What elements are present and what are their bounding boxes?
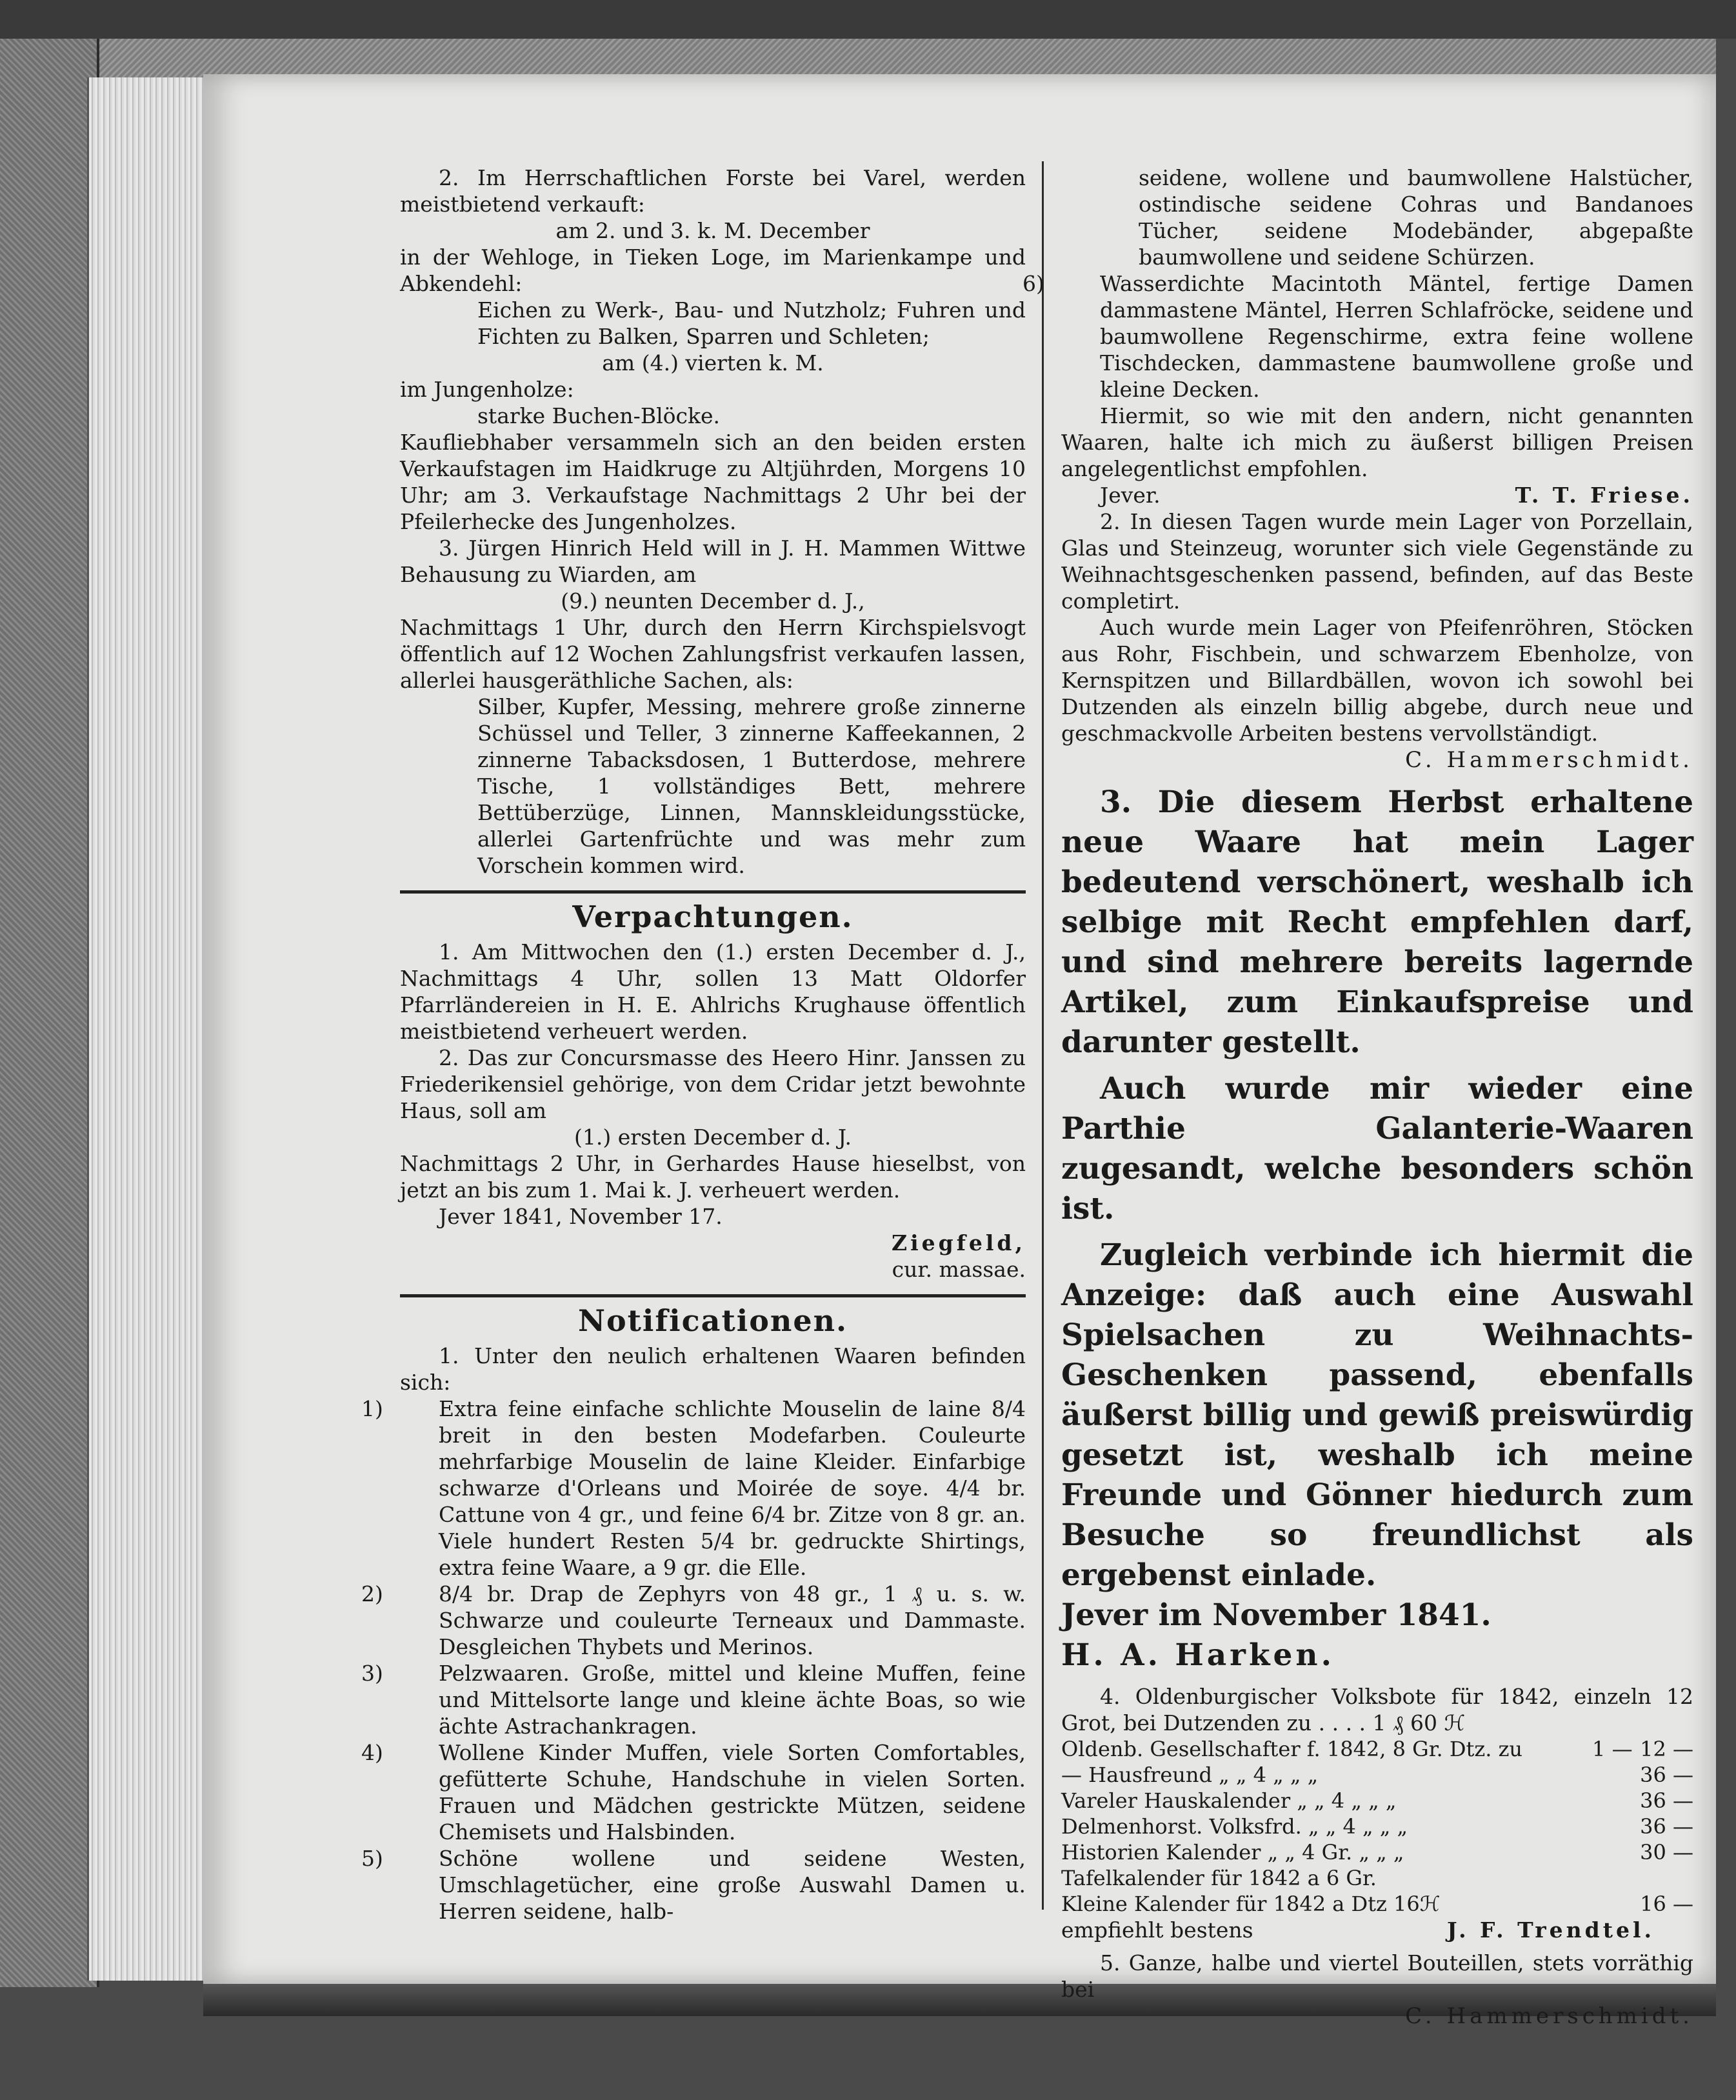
table-cell-price: 36 — <box>1640 1788 1693 1813</box>
volksbote-notice: 4. Oldenburgischer Volksbote für 1842, einzeln 12 Grot, bei Dutzenden zu . . . . 1 ₰ 60 ℋ <box>1061 1684 1693 1735</box>
empfiehlt-text: empfiehlt bestens <box>1061 1917 1253 1943</box>
item-text: Schöne wollene und seidene Westen, Umschlagetücher, eine große Auswahl Damen u. Herren seidene, halb- <box>439 1846 1026 1924</box>
harken-notice-2: Auch wurde mir wieder eine Parthie Galanterie-Waaren zugesandt, welche besonders schön ist. <box>1061 1071 1693 1226</box>
forst-intro: 2. Im Herrschaftlichen Forste bei Varel, werden meistbietend verkauft: <box>400 165 1026 217</box>
bouteillen-notice: 5. Ganze, halbe und viertel Bouteillen, stets vorräthig bei <box>1061 1950 1693 2002</box>
item-text: 8/4 br. Drap de Zephyrs von 48 gr., 1 ₰ u. s. w. Schwarze und couleurte Terneaux und Dammaste. Desgleichen Thybets und Merinos. <box>439 1581 1026 1659</box>
notification-item-5-continued: seidene, wollene und baumwollene Halstücher, ostindische seidene Cohras und Bandanoes Tücher, seidene Modebänder, abgepaßte baumwollene und seidene Schürzen. <box>1139 165 1693 270</box>
hammerschmidt-signature: C. Hammerschmidt. <box>1405 747 1693 773</box>
verpachtungen-signature-title: cur. massae. <box>892 1257 1026 1282</box>
forst-wood1: Eichen zu Werk-, Bau- und Nutzholz; Fuhren und Fichten zu Balken, Sparren und Schleten; <box>477 297 1026 349</box>
held-intro: 3. Jürgen Hinrich Held will in J. H. Mammen Wittwe Behausung zu Wiarden, am <box>400 535 1026 587</box>
item-number: 1) <box>361 1396 383 1421</box>
trendtel-signature-line <box>1061 1917 1693 1943</box>
item-number: 5) <box>361 1846 383 1871</box>
table-row <box>1061 1891 1693 1917</box>
table-row <box>1061 1839 1693 1865</box>
table-cell-price <box>1586 1891 1632 1917</box>
friese-closing: Hiermit, so wie mit den andern, nicht genannten Waaren, halte ich mich zu äußerst billigen Preisen angelegentlichst empfohlen. <box>1061 403 1693 481</box>
harken-signature: H. A. Harken. <box>1061 1637 1335 1673</box>
verpachtungen-item-2: 2. Das zur Concursmasse des Heero Hinr. Janssen zu Friederikensiel gehörige, von dem Cridar jetzt bewohnte Haus, soll am <box>400 1045 1026 1123</box>
table-cell-price <box>1586 1839 1632 1865</box>
table-cell-price: 36 — <box>1640 1814 1693 1839</box>
page-edges <box>87 77 212 1981</box>
notificationen-intro: 1. Unter den neulich erhaltenen Waaren befinden sich: <box>400 1343 1026 1395</box>
table-cell-name: Tafelkalender für 1842 a 6 Gr. <box>1061 1866 1377 1890</box>
pfeifen-notice: Auch wurde mein Lager von Pfeifenröhren, Stöcken aus Rohr, Fischbein, und schwarzem Ebenholze, von Kernspitzen und Billardbällen, wovon ich sowohl bei Dutzenden als einzeln billig abgebe, durch neue und geschmackvolle Arbeiten bestens vervollständigt. <box>1061 615 1693 746</box>
table-row <box>1061 1762 1693 1788</box>
left-column <box>361 165 1026 1925</box>
table-row <box>1061 1736 1693 1762</box>
table-row <box>1061 1865 1693 1891</box>
verpachtungen-item-2-text: Nachmittags 2 Uhr, in Gerhardes Hause hieselbst, von jetzt an bis zum 1. Mai k. J. verheuert werden. <box>400 1151 1026 1203</box>
held-date: (9.) neunten December d. J., <box>561 588 865 614</box>
right-column <box>1023 165 1693 2030</box>
held-items: Silber, Kupfer, Messing, mehrere große zinnerne Schüssel und Teller, 3 zinnerne Kaffeekannen, 2 zinnerne Tabacksdosen, 1 Butterdose, mehrere Tische, 1 vollständiges Bett, mehrere Bettüberzüge, Linnen, Mannskleidungsstücke, allerlei Gartenfrüchte und was mehr zum Vorschein kommen wird. <box>477 694 1026 878</box>
table-cell-name: — Hausfreund „ „ 4 „ „ „ <box>1061 1763 1319 1787</box>
notification-item-3 <box>361 1660 1026 1739</box>
kalender-price-table <box>1061 1736 1693 1917</box>
table-cell-price: 16 — <box>1640 1892 1693 1916</box>
verpachtungen-item-1: 1. Am Mittwochen den (1.) ersten December d. J., Nachmittags 4 Uhr, sollen 13 Matt Oldorfer Pfarrländereien in H. E. Ahlrichs Krughause öffentlich meistbietend verheuert werden. <box>400 939 1026 1044</box>
table-cell-name: Oldenb. Gesellschafter f. 1842, 8 Gr. Dtz. zu <box>1061 1737 1523 1761</box>
section-rule <box>400 1294 1026 1297</box>
table-cell-name: Kleine Kalender für 1842 a Dtz 16ℋ <box>1061 1892 1441 1916</box>
item-number: 6) <box>1023 271 1044 296</box>
table-cell-price <box>1633 1865 1693 1891</box>
table-cell-name: Historien Kalender „ „ 4 Gr. „ „ „ <box>1061 1840 1404 1865</box>
item-text: Wollene Kinder Muffen, viele Sorten Comfortables, gefütterte Schuhe, Handschuhe in vielen Sorten. Frauen und Mädchen gestrickte Mützen, seidene Chemisets und Halsbinden. <box>439 1740 1026 1845</box>
table-cell-price: 30 — <box>1640 1840 1693 1865</box>
friese-place: Jever. <box>1100 483 1161 508</box>
table-cell-price: 12 — <box>1640 1737 1693 1761</box>
held-text: Nachmittags 1 Uhr, durch den Herrn Kirchspielsvogt öffentlich auf 12 Wochen Zahlungsfrist verkaufen lassen, allerlei hausgeräthliche Sachen, als: <box>400 615 1026 693</box>
table-cell-price <box>1586 1865 1632 1891</box>
notificationen-heading: Notificationen. <box>577 1303 848 1338</box>
notification-item-6 <box>1023 270 1693 403</box>
section-rule <box>400 890 1026 894</box>
table-row <box>1061 1814 1693 1839</box>
table-cell-price <box>1586 1814 1632 1839</box>
table-cell-price <box>1586 1762 1632 1788</box>
item-number: 3) <box>361 1661 383 1686</box>
harken-date: Jever im November 1841. <box>1061 1597 1492 1633</box>
forst-places: in der Wehloge, in Tieken Loge, im Marienkampe und Abkendehl: <box>400 245 1026 296</box>
table-cell-price: 36 — <box>1640 1763 1693 1787</box>
forst-buyers: Kaufliebhaber versammeln sich an den beiden ersten Verkaufstagen im Haidkruge zu Altjührden, Morgens 10 Uhr; am 3. Verkaufstage Nachmittags 2 Uhr bei der Pfeilerhecke des Jungenholzes. <box>400 430 1026 534</box>
item-text: Extra feine einfache schlichte Mouselin de laine 8/4 breit in den besten Modefarben. Couleurte mehrfarbige Mouselin de laine Kleider. Einfarbige schwarze d'Orleans und Moirée de soye. 4/4 br. Cattune von 4 gr., und feine 6/4 br. Zitze von 8 gr. an. Viele hundert Resten 5/4 br. gedruckte Shirtings, extra feine Waare, a 9 gr. die Elle. <box>439 1396 1026 1580</box>
trendtel-signature: J. F. Trendtel. <box>1447 1917 1655 1943</box>
notification-item-4 <box>361 1739 1026 1845</box>
forst-date2: am (4.) vierten k. M. <box>602 350 824 375</box>
forst-wood2: starke Buchen-Blöcke. <box>477 403 721 428</box>
forst-place2: im Jungenholze: <box>400 377 574 402</box>
table-cell-name: Delmenhorst. Volksfrd. „ „ 4 „ „ „ <box>1061 1814 1408 1839</box>
verpachtungen-signature: Ziegfeld, <box>892 1230 1026 1255</box>
hammerschmidt-signature-2: C. Hammerschmidt. <box>1405 2003 1693 2029</box>
table-cell-price: 1 — <box>1592 1737 1633 1761</box>
forst-dates: am 2. und 3. k. M. December <box>555 218 870 243</box>
item-text: Pelzwaaren. Große, mittel und kleine Muffen, feine und Mittelsorte lange und kleine ächte Boas, so wie ächte Astrachankragen. <box>439 1661 1026 1739</box>
item-number: 2) <box>361 1581 383 1606</box>
book-board-left <box>0 39 99 1987</box>
table-cell-name: Vareler Hauskalender „ „ 4 „ „ „ <box>1061 1788 1397 1813</box>
column-divider <box>1042 161 1044 1910</box>
notification-item-1 <box>361 1395 1026 1581</box>
notification-item-5 <box>361 1845 1026 1925</box>
porzellain-notice: 2. In diesen Tagen wurde mein Lager von Porzellain, Glas und Steinzeug, worunter sich viele Gegenstände zu Weihnachtsgeschenken passend, befinden, auf das Beste completirt. <box>1061 509 1693 614</box>
table-cell-price <box>1586 1788 1632 1814</box>
friese-signature: T. T. Friese. <box>1515 483 1693 508</box>
item-number: 4) <box>361 1740 383 1765</box>
table-row <box>1061 1788 1693 1814</box>
harken-notice-3: Zugleich verbinde ich hiermit die Anzeige: daß auch eine Auswahl Spielsachen zu Weihnachts-Geschenken passend, ebenfalls äußerst billig und gewiß preiswürdig gesetzt ist, weshalb ich meine Freunde und Gönner hiedurch zum Besuche so freundlichst als ergebenst einlade. <box>1061 1237 1693 1593</box>
verpachtungen-place-date: Jever 1841, November 17. <box>439 1204 723 1229</box>
friese-signature-line <box>1061 482 1693 508</box>
verpachtungen-heading: Verpachtungen. <box>572 899 853 934</box>
harken-notice-1: 3. Die diesem Herbst erhaltene neue Waare hat mein Lager bedeutend verschönert, weshalb ich selbige mit Recht empfehlen darf, und sind mehrere bereits lagernde Artikel, zum Einkaufspreise und darunter gestellt. <box>1061 785 1693 1060</box>
verpachtungen-item-2-date: (1.) ersten December d. J. <box>574 1125 852 1150</box>
item-text: Wasserdichte Macintoth Mäntel, fertige Damen dammastene Mäntel, Herren Schlafröcke, seidene und baumwollene Regenschirme, extra feine wollene Tischdecken, dammastene baumwollene große und kleine Decken. <box>1100 271 1693 402</box>
notification-item-2 <box>361 1581 1026 1660</box>
